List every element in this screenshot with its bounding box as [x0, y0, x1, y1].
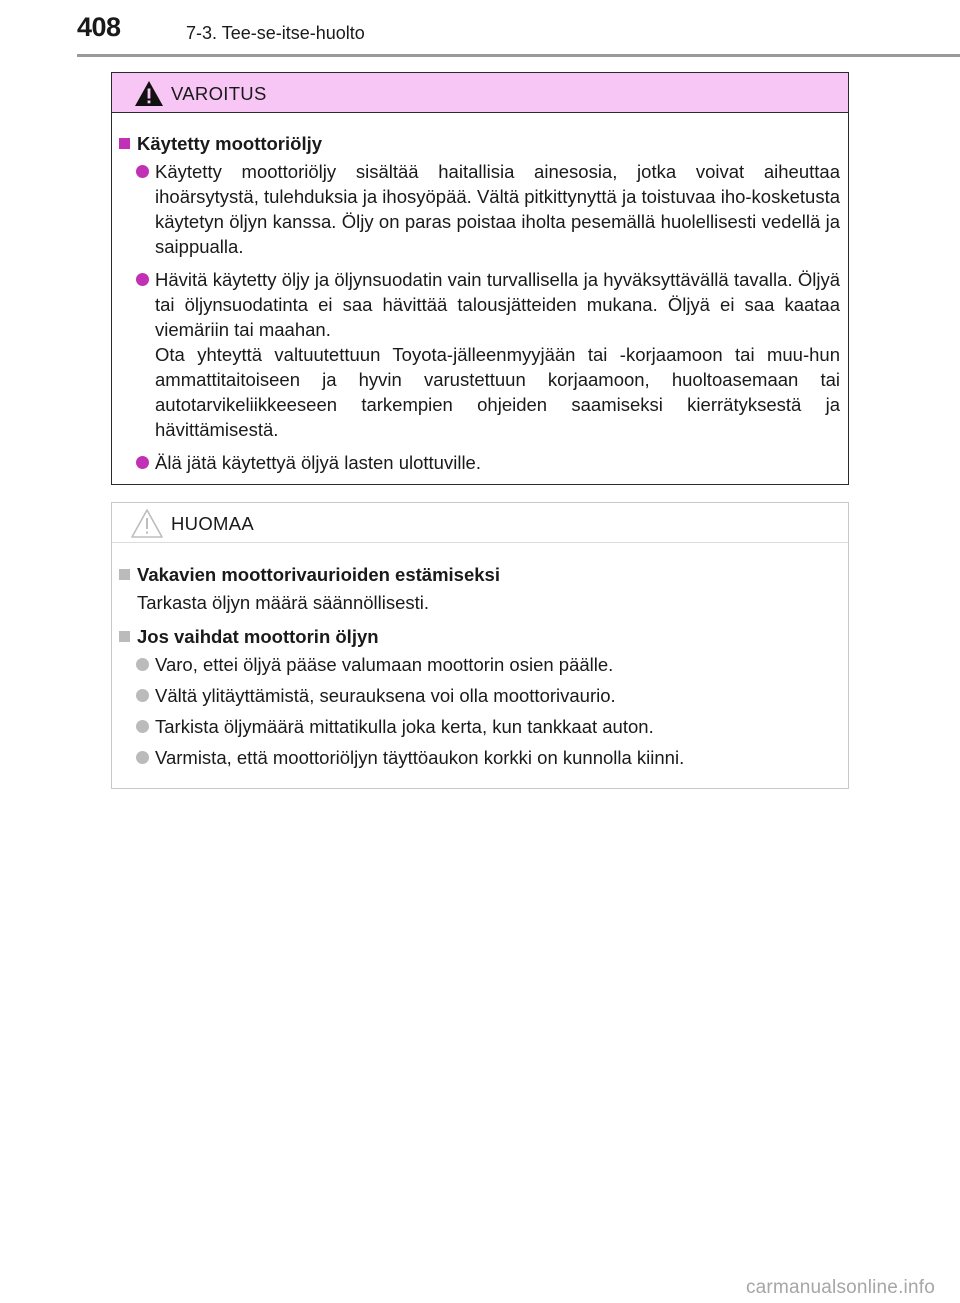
bullet-list: [119, 652, 840, 770]
list-item: [119, 450, 840, 475]
warning-box: [111, 72, 849, 485]
list-item-paragraph: Tarkista öljymäärä mittatikulla joka kerta, kun tankkaat auton.: [155, 716, 654, 737]
section-title: 7-3. Tee-se-itse-huolto: [186, 23, 365, 43]
section-heading: [119, 561, 840, 588]
list-item-text: [155, 267, 840, 442]
list-item-paragraph: Ota yhteyttä valtuutettuun Toyota-jälleenmyyjään tai -korjaamoon tai muu-hun ammattitaitoiseen ja hyvin varustettuun korjaamoon, huoltoasemaan tai autotarvikeliikkeeseen tarkempien ohjeiden saamiseksi kierrätyksestä ja hävittämisestä.: [155, 344, 840, 440]
notice-box-body: [112, 543, 848, 770]
bullet-list: [119, 159, 840, 475]
section-heading-text: Vakavien moottorivaurioiden estämiseksi: [137, 564, 500, 585]
warning-box-header: [112, 73, 848, 113]
notice-label: HUOMAA: [171, 513, 254, 534]
circle-bullet-icon: [136, 751, 149, 764]
circle-bullet-icon: [136, 689, 149, 702]
circle-bullet-icon: [136, 273, 149, 286]
circle-bullet-icon: [136, 165, 149, 178]
square-bullet-icon: [119, 569, 130, 580]
header-divider: [77, 54, 960, 57]
square-bullet-icon: [119, 138, 130, 149]
list-item-paragraph: Varo, ettei öljyä pääse valumaan moottorin osien päälle.: [155, 654, 614, 675]
circle-bullet-icon: [136, 720, 149, 733]
square-bullet-icon: [119, 631, 130, 642]
list-item: [119, 652, 840, 677]
list-item: [119, 745, 840, 770]
list-item: [119, 267, 840, 442]
list-item: [119, 683, 840, 708]
section-text: Tarkasta öljyn määrä säännöllisesti.: [137, 592, 430, 613]
notice-box: [111, 502, 849, 789]
notice-box-header: [112, 503, 848, 543]
caution-triangle-outline-icon: [130, 508, 164, 539]
list-item-text: [155, 683, 840, 708]
list-item: [119, 714, 840, 739]
list-item-paragraph: Vältä ylitäyttämistä, seurauksena voi olla moottorivaurio.: [155, 685, 616, 706]
list-item-text: [155, 714, 840, 739]
section-heading: [119, 623, 840, 650]
page-header: [0, 0, 960, 60]
list-item: [119, 159, 840, 259]
circle-bullet-icon: [136, 456, 149, 469]
section-heading: [119, 130, 840, 157]
list-item-paragraph: Älä jätä käytettyä öljyä lasten ulottuville.: [155, 452, 481, 473]
list-item-paragraph: Käytetty moottoriöljy sisältää haitallisia ainesosia, jotka voivat aiheuttaa ihoärsytystä, tulehduksia ja ihosyöpää. Vältä pitkittynyttä ja toistuvaa iho-kosketusta käytetyn öljyn kanssa. Öljy on paras poistaa iholta pesemällä huolellisesti vedellä ja saippualla.: [155, 161, 840, 257]
warning-label: VAROITUS: [171, 83, 267, 104]
section-heading-text: Jos vaihdat moottorin öljyn: [137, 626, 379, 647]
section-heading-text: Käytetty moottoriöljy: [137, 133, 323, 154]
page-number: 408: [77, 12, 121, 42]
list-item-paragraph: Hävitä käytetty öljy ja öljynsuodatin vain turvallisella ja hyväksyttävällä tavalla. Öljyä tai öljynsuodatinta ei saa hävittää talousjätteiden mukana. Öljyä ei saa kaataa viemäriin tai maahan.: [155, 269, 840, 340]
watermark: carmanualsonline.info: [745, 1277, 935, 1298]
warning-box-body: [112, 113, 848, 475]
list-item-text: [155, 745, 840, 770]
list-item-text: [155, 159, 840, 259]
circle-bullet-icon: [136, 658, 149, 671]
list-item-paragraph: Varmista, että moottoriöljyn täyttöaukon korkki on kunnolla kiinni.: [155, 747, 685, 768]
warning-triangle-icon: [134, 80, 164, 107]
list-item-text: [155, 450, 840, 475]
list-item-text: [155, 652, 840, 677]
